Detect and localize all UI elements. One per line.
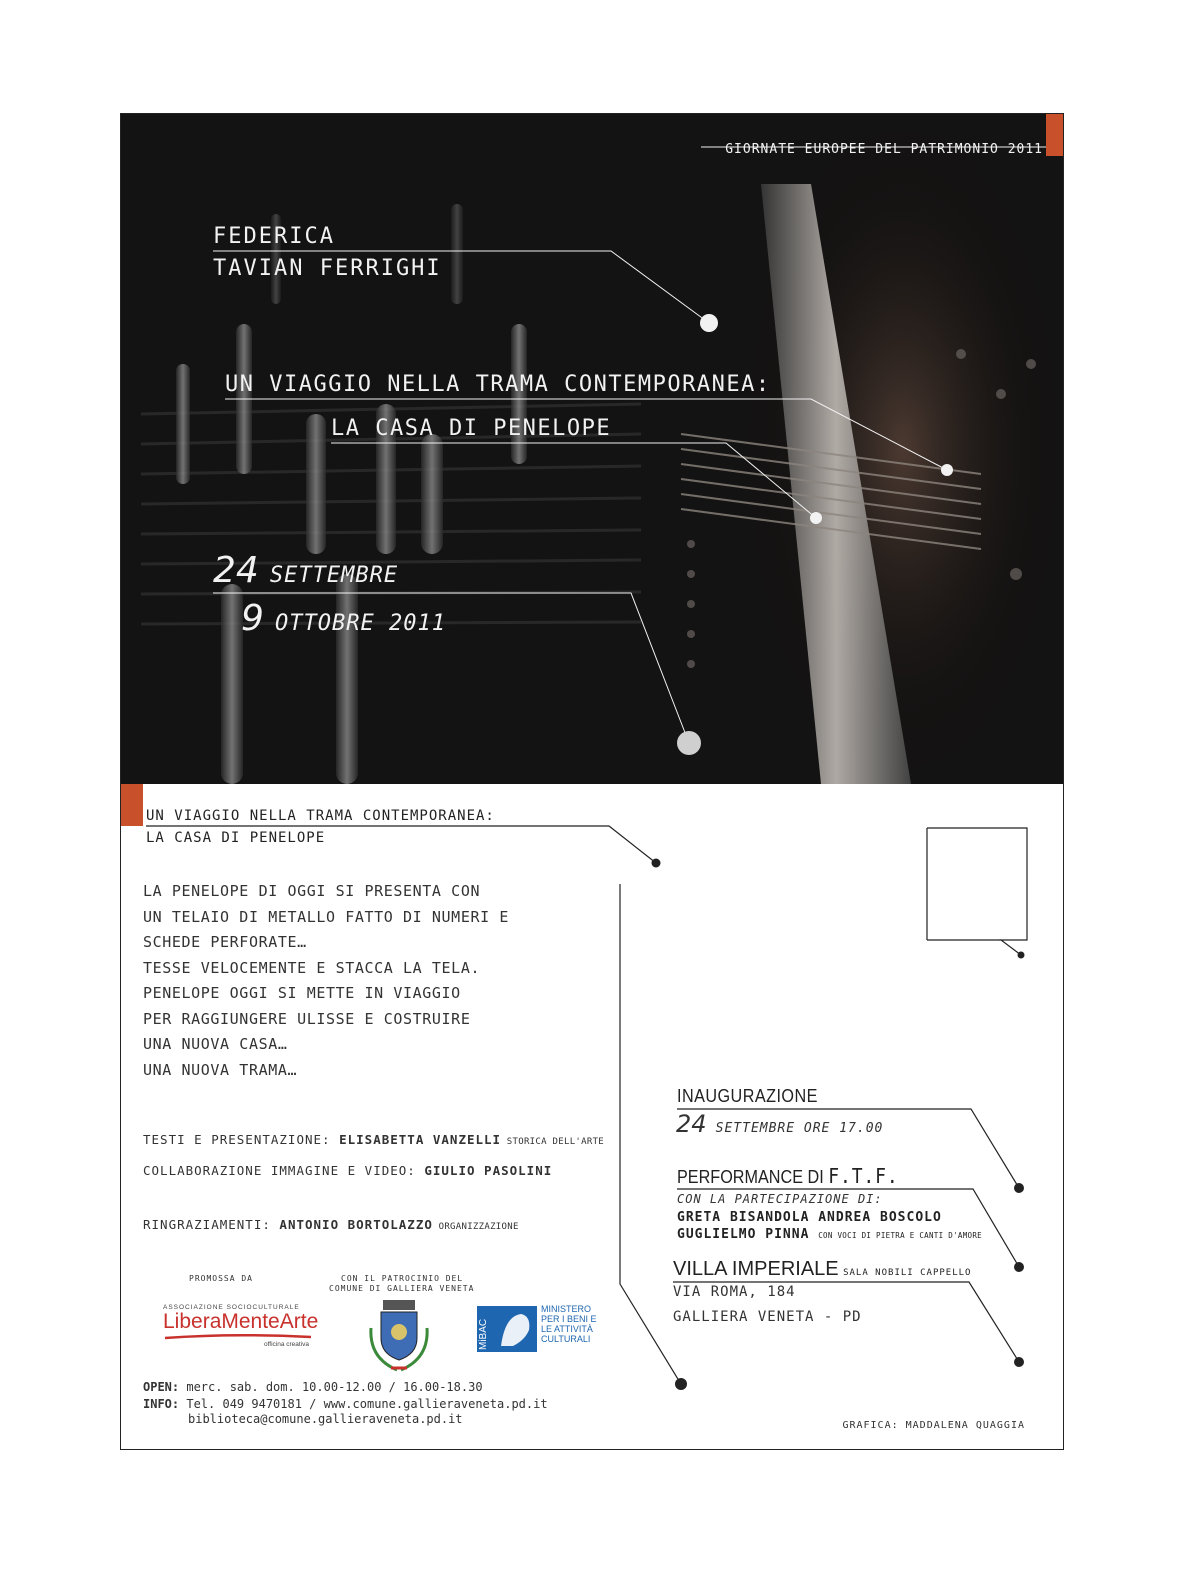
credit-image	[143, 1163, 552, 1178]
venue-room: SALA NOBILI CAPPELLO	[843, 1268, 972, 1278]
title-line-2: LA CASA DI PENELOPE	[331, 416, 612, 441]
association-logo	[163, 1304, 319, 1354]
description-line: TESSE VELOCEMENTE E STACCA LA TELA.	[143, 958, 481, 977]
performance-names-2	[677, 1227, 982, 1242]
date-start-day: 24	[213, 550, 259, 591]
dot-venue	[1014, 1357, 1024, 1367]
venue-street: VIA ROMA, 184	[673, 1284, 796, 1300]
artist-first-name: FEDERICA	[213, 224, 335, 249]
credit-thanks-name: ANTONIO BORTOLAZZO	[279, 1217, 433, 1232]
artist-last-name: TAVIAN FERRIGHI	[213, 256, 442, 281]
info-email: biblioteca@comune.gallieraveneta.pd.it	[188, 1412, 463, 1426]
info-value: Tel. 049 9470181 / www.comune.gallieraveneta.pd.it	[179, 1397, 548, 1411]
municipal-crest-icon	[367, 1298, 431, 1374]
description-line: PER RAGGIUNGERE ULISSE E COSTRUIRE	[143, 1009, 471, 1028]
association-sub: officina creativa	[263, 1341, 309, 1348]
description-line: LA PENELOPE DI OGGI SI PRESENTA CON	[143, 882, 481, 900]
event-header: GIORNATE EUROPEE DEL PATRIMONIO 2011	[725, 142, 1043, 157]
venue-name: VILLA IMPERIALE	[673, 1258, 839, 1280]
inauguration-detail: SETTEMBRE ORE 17.00	[715, 1121, 884, 1136]
connector-description	[620, 884, 681, 1384]
dot-inauguration	[1014, 1183, 1024, 1193]
description-line: UNA NUOVA CASA…	[143, 1035, 288, 1053]
mibac-line: MINISTERO	[541, 1304, 592, 1314]
info-line	[143, 1397, 548, 1411]
dot-description	[675, 1378, 687, 1390]
mibac-short: MiBAC	[478, 1318, 489, 1350]
credit-thanks-label: RINGRAZIAMENTI:	[143, 1217, 280, 1232]
description-line: UNA NUOVA TRAMA…	[143, 1060, 298, 1079]
credit-texts-name: ELISABETTA VANZELLI	[339, 1132, 502, 1147]
mibac-line: CULTURALI	[541, 1334, 591, 1344]
credit-texts-label: TESTI E PRESENTAZIONE:	[143, 1132, 340, 1147]
performance-group: F.T.F.	[828, 1164, 899, 1188]
inauguration-day: 24	[676, 1110, 707, 1138]
loom-photo-illustration	[121, 114, 1064, 784]
credit-texts-role: STORICA DELL'ARTE	[501, 1137, 605, 1147]
credit-thanks	[143, 1217, 519, 1232]
credit-thanks-role: ORGANIZZAZIONE	[432, 1222, 519, 1232]
credit-texts	[143, 1132, 604, 1147]
performance-with: CON LA PARTECIPAZIONE DI:	[677, 1192, 883, 1206]
dot-performance	[1014, 1262, 1024, 1272]
section-title-line-1: UN VIAGGIO NELLA TRAMA CONTEMPORANEA:	[146, 808, 495, 824]
performance-label: PERFORMANCE DI	[677, 1167, 829, 1187]
open-hours	[143, 1380, 483, 1394]
poster	[120, 113, 1064, 1450]
open-value: merc. sab. dom. 10.00-12.00 / 16.00-18.30	[179, 1380, 483, 1394]
graphics-credit: GRAFICA: MADDALENA QUAGGIA	[842, 1420, 1025, 1431]
mibac-emblem-icon	[477, 1306, 537, 1352]
performance-note: CON VOCI DI PIETRA E CANTI D'AMORE	[818, 1231, 982, 1240]
dot-stamp	[1018, 952, 1025, 959]
credit-image-name: GIULIO PASOLINI	[424, 1163, 553, 1178]
stamp-box	[927, 828, 1027, 955]
mibac-line: LE ATTIVITÀ	[541, 1324, 593, 1334]
credit-image-label: COLLABORAZIONE IMMAGINE E VIDEO:	[143, 1163, 425, 1178]
mibac-logo	[477, 1306, 607, 1352]
performance-names-1: GRETA BISANDOLA ANDREA BOSCOLO	[677, 1210, 942, 1225]
patronage-line-1: CON IL PATROCINIO DEL	[341, 1274, 464, 1283]
date-end-month: OTTOBRE 2011	[275, 611, 446, 636]
accent-bar-top	[1046, 114, 1064, 156]
association-top-text: ASSOCIAZIONE SOCIOCULTURALE	[163, 1304, 300, 1311]
inauguration-label: INAUGURAZIONE	[677, 1086, 818, 1106]
description-line: PENELOPE OGGI SI METTE IN VIAGGIO	[143, 984, 461, 1002]
section-title-line-2: LA CASA DI PENELOPE	[146, 830, 326, 846]
info-label: INFO:	[143, 1397, 180, 1411]
performance-name-3: GUGLIELMO PINNA	[677, 1227, 810, 1242]
date-end-day: 9	[241, 598, 264, 639]
description	[143, 879, 509, 1083]
dot-section	[652, 859, 661, 868]
hero-photo	[121, 114, 1064, 784]
inauguration-date	[676, 1110, 883, 1138]
venue-title	[673, 1258, 971, 1281]
patronage-line-2: COMUNE DI GALLIERA VENETA	[329, 1284, 475, 1293]
association-name: LiberaMenteArte	[163, 1310, 319, 1333]
description-line: SCHEDE PERFORATE…	[143, 933, 307, 951]
accent-bar-lower	[121, 784, 143, 826]
description-line: UN TELAIO DI METALLO FATTO DI NUMERI E	[143, 907, 509, 926]
date-start	[213, 550, 398, 591]
mibac-line: PER I BENI E	[541, 1314, 597, 1324]
date-start-month: SETTEMBRE	[269, 563, 399, 588]
venue-city: GALLIERA VENETA - PD	[673, 1309, 862, 1325]
mibac-text	[541, 1304, 597, 1344]
association-swoosh-icon	[163, 1333, 313, 1341]
date-end	[241, 598, 446, 639]
title-line-1: UN VIAGGIO NELLA TRAMA CONTEMPORANEA:	[225, 372, 771, 397]
promoted-by-label: PROMOSSA DA	[189, 1274, 253, 1283]
open-label: OPEN:	[143, 1380, 180, 1394]
performance-title	[677, 1164, 899, 1188]
